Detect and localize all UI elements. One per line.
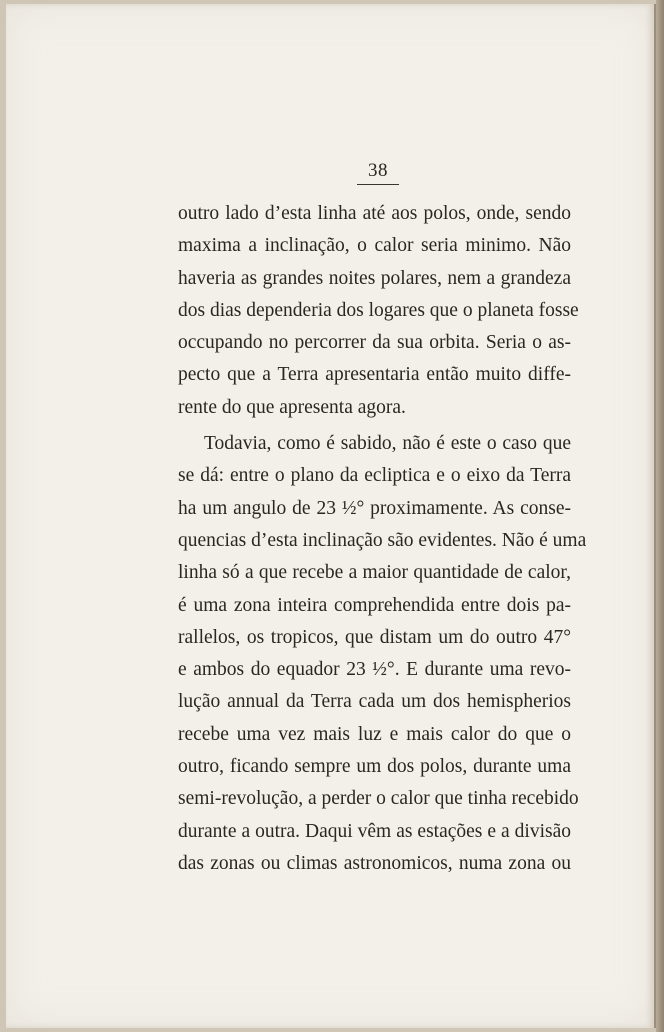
text-line: recebe uma vez mais luz e mais calor do que o xyxy=(178,723,571,745)
text-line: ha um angulo de 23 ½° proximamente. As conse- xyxy=(178,497,571,519)
text-line: outro lado d’esta linha até aos polos, onde, sendo xyxy=(178,203,571,224)
paragraph-1 xyxy=(178,198,579,424)
text-line: quencias d’esta inclinação são evidentes. Não é uma xyxy=(178,529,587,551)
text-line: pecto que a Terra apresentaria então muito diffe- xyxy=(178,364,571,386)
text-line: linha só a que recebe a maior quantidade de calor, xyxy=(178,562,571,584)
text-line: dos dias dependeria dos logares que o planeta fosse xyxy=(178,299,579,321)
page-number-rule xyxy=(357,184,399,185)
text-line: lução annual da Terra cada um dos hemispherios xyxy=(178,691,571,713)
text-line: é uma zona inteira comprehendida entre dois pa- xyxy=(178,594,571,616)
text-line: Todavia, como é sabido, não é este o caso que xyxy=(204,433,571,455)
text-line: se dá: entre o plano da ecliptica e o eixo da Terra xyxy=(178,465,571,487)
text-line: occupando no percorrer da sua orbita. Seria o as- xyxy=(178,332,571,354)
paragraph-2 xyxy=(178,428,587,880)
text-line: haveria as grandes noites polares, nem a grandeza xyxy=(178,267,571,289)
text-line: rallelos, os tropicos, que distam um do outro 47° xyxy=(178,626,571,648)
page-edge xyxy=(656,0,664,1032)
text-line: durante a outra. Daqui vêm as estações e a divisão xyxy=(178,820,571,842)
text-line: semi-revolução, a perder o calor que tinha recebido xyxy=(178,788,579,810)
page-number: 38 xyxy=(368,160,388,181)
text-line: e ambos do equador 23 ½°. E durante uma revo- xyxy=(178,659,571,681)
text-line: das zonas ou climas astronomicos, numa zona ou xyxy=(178,852,571,874)
text-line: outro, ficando sempre um dos polos, durante uma xyxy=(178,756,571,778)
text-line: maxima a inclinação, o calor seria minimo. Não xyxy=(178,235,571,257)
body-text xyxy=(178,198,587,880)
text-line: rente do que apresenta agora. xyxy=(178,396,406,418)
